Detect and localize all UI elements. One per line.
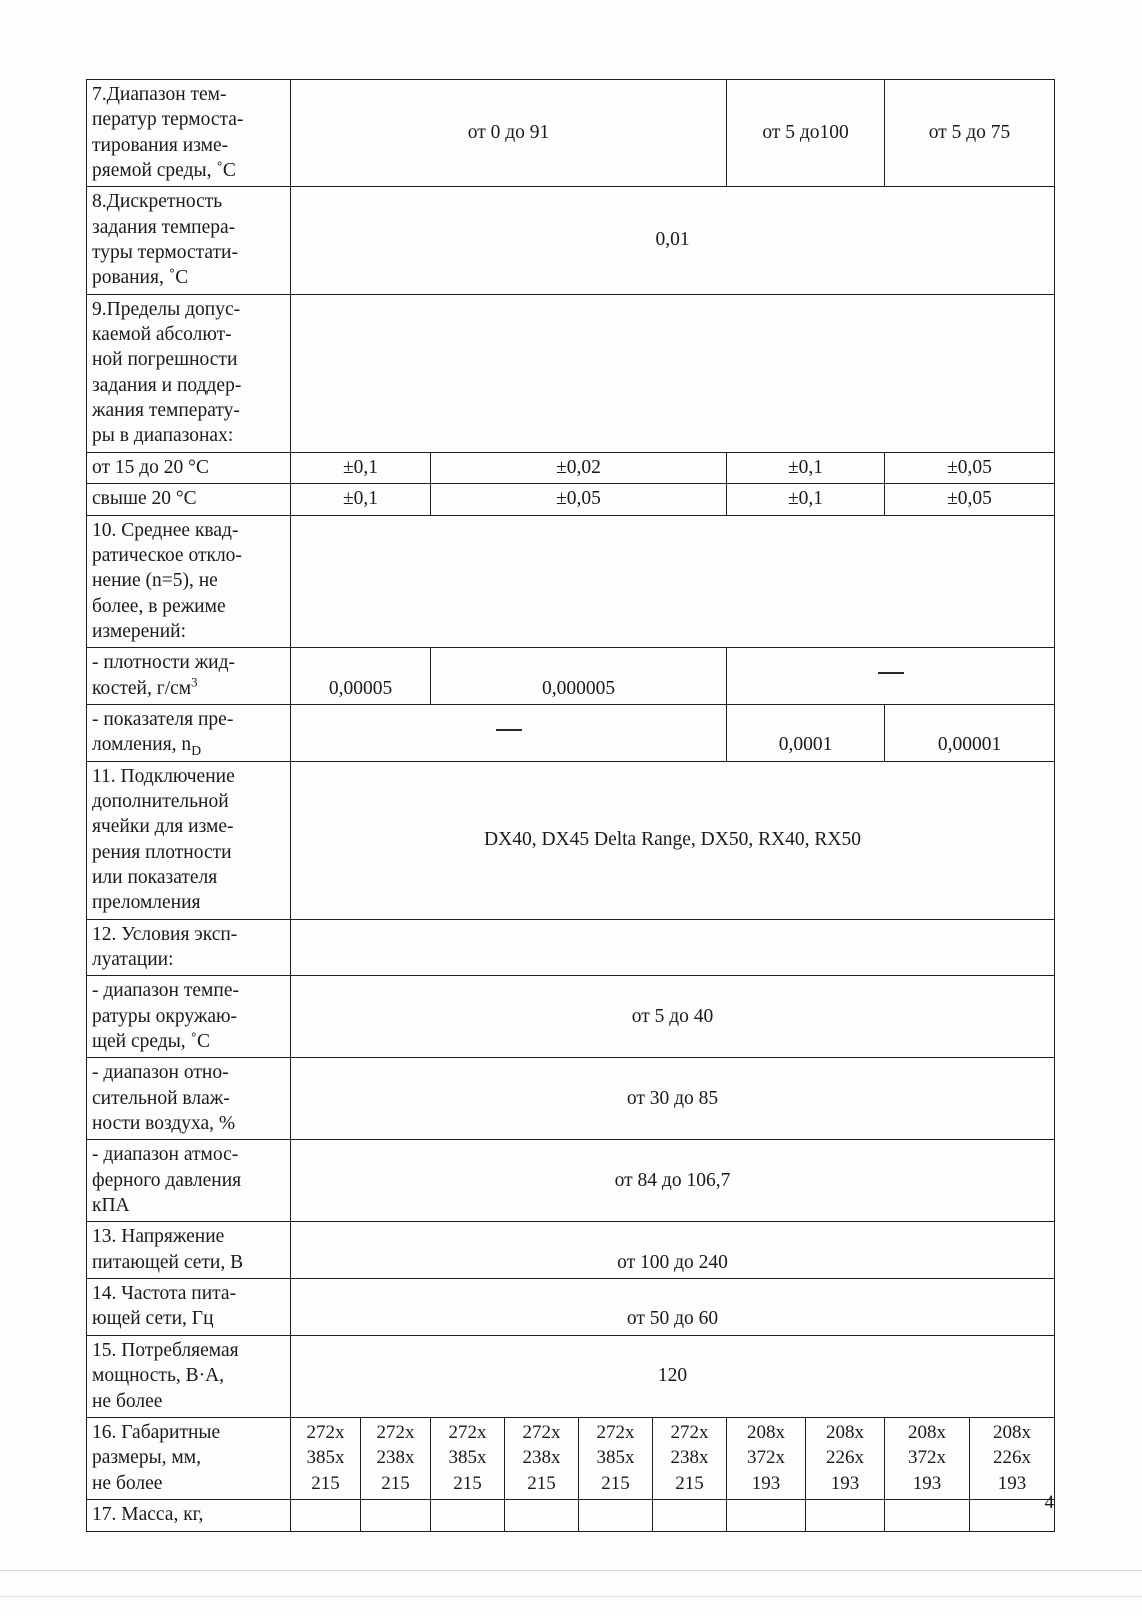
label-line: рования, ˚С (92, 267, 189, 289)
dim-line: 226x (993, 1447, 1032, 1469)
dim-line: 193 (912, 1472, 942, 1494)
label-line: луатации: (92, 949, 174, 970)
dim-line: 226x (826, 1447, 865, 1469)
dim-line: 208x (747, 1421, 786, 1443)
label-line: ператур термоста- (92, 109, 244, 131)
label-line: ферного давления (92, 1169, 242, 1191)
row-label-10 (87, 515, 291, 648)
label-line: тирования изме- (92, 134, 229, 156)
row-label-10a (87, 648, 291, 705)
dim-line: 385x (448, 1447, 487, 1469)
label-line: не более (92, 1390, 163, 1412)
row-label-16 (87, 1417, 291, 1499)
dim-line: 372x (747, 1447, 786, 1469)
cell-empty (885, 1500, 970, 1531)
dim-line: 193 (830, 1472, 860, 1494)
row-label-17: 17. Масса, кг, (87, 1500, 291, 1531)
table-row (87, 187, 1055, 294)
dim-line: 272x (596, 1421, 635, 1443)
label-line: 7.Диапазон тем- (92, 84, 227, 105)
table-row (87, 1417, 1055, 1499)
row-label-9 (87, 294, 291, 452)
row-label-7 (87, 80, 291, 187)
label-line: - плотности жид- (92, 652, 236, 674)
cell-value: от 0 до 91 (291, 80, 727, 187)
dimension-cell (505, 1417, 579, 1499)
label-line: щей среды, ˚С (92, 1031, 211, 1053)
row-label-9b: свыше 20 °С (87, 484, 291, 515)
table-row (87, 648, 1055, 705)
row-label-12 (87, 919, 291, 976)
row-label-11 (87, 761, 291, 919)
label-line: - диапазон атмос- (92, 1144, 239, 1166)
dim-line: 385x (306, 1447, 345, 1469)
cell-value: 0,00005 (291, 648, 431, 705)
dimension-cell (361, 1417, 431, 1499)
row-label-13 (87, 1222, 291, 1279)
label-line: 10. Среднее квад- (92, 519, 239, 541)
table-row (87, 1279, 1055, 1336)
table-row (87, 704, 1055, 761)
cell-empty (431, 1500, 505, 1531)
label-line: 15. Потребляемая (92, 1339, 239, 1361)
dim-line: 385x (596, 1447, 635, 1469)
label-line: 13. Напряжение (92, 1226, 225, 1248)
dimension-cell (291, 1417, 361, 1499)
label-line: ности воздуха, % (92, 1113, 236, 1135)
dim-line: 215 (381, 1472, 410, 1494)
em-dash-icon (496, 729, 522, 731)
label-line: сительной влаж- (92, 1087, 230, 1109)
dimension-cell (579, 1417, 653, 1499)
table-row (87, 761, 1055, 919)
label-line: жания температу- (92, 400, 240, 422)
cell-value: ±0,05 (885, 452, 1055, 483)
dim-line: 272x (306, 1421, 345, 1443)
label-line: задания темпера- (92, 216, 236, 238)
label-line: ряемой среды, ˚С (92, 160, 236, 182)
dim-line: 193 (751, 1472, 781, 1494)
cell-value: 120 (291, 1335, 1055, 1417)
dimension-cell (727, 1417, 806, 1499)
row-label-15 (87, 1335, 291, 1417)
cell-value: 0,01 (291, 187, 1055, 294)
label-line: или показателя (92, 866, 218, 888)
cell-value: ±0,1 (291, 484, 431, 515)
cell-empty (291, 919, 1055, 976)
dim-line: 238x (376, 1447, 415, 1469)
row-label-12c (87, 1140, 291, 1222)
row-label-10b (87, 704, 291, 761)
cell-value: ±0,05 (431, 484, 727, 515)
cell-value: от 100 до 240 (291, 1222, 1055, 1279)
label-line: ломления, $n_D$ (92, 734, 202, 759)
cell-empty (291, 294, 1055, 452)
cell-empty (727, 1500, 806, 1531)
label-line: ющей сети, Гц (92, 1308, 214, 1330)
dim-line: 208x (993, 1421, 1032, 1443)
dim-line: 215 (675, 1472, 704, 1494)
label-line: 12. Условия эксп- (92, 923, 238, 945)
label-line: мощность, В·А, (92, 1365, 225, 1387)
table-row (87, 1058, 1055, 1140)
dimension-cell (431, 1417, 505, 1499)
row-label-14 (87, 1279, 291, 1336)
cell-value: 0,00001 (885, 704, 1055, 761)
cell-empty (291, 1500, 361, 1531)
em-dash-icon (878, 672, 904, 674)
scan-artifact-line-2 (0, 1596, 1142, 1597)
dim-line: 215 (311, 1472, 340, 1494)
table-row (87, 294, 1055, 452)
label-line: - диапазон темпе- (92, 980, 239, 1002)
dim-line: 193 (997, 1472, 1027, 1494)
label-line: костей, $г/см^3$ (92, 675, 198, 699)
dim-line: 272x (522, 1421, 561, 1443)
dim-line: 215 (601, 1472, 630, 1494)
table-row (87, 1140, 1055, 1222)
label-line: 8.Дискретность (92, 191, 223, 213)
table-row (87, 976, 1055, 1058)
cell-value-dash (727, 648, 1055, 705)
dim-line: 272x (376, 1421, 415, 1443)
dim-line: 208x (908, 1421, 947, 1443)
row-label-12a (87, 976, 291, 1058)
label-line: не более (92, 1472, 163, 1494)
label-line: туры термостати- (92, 242, 238, 264)
cell-value: от 30 до 85 (291, 1058, 1055, 1140)
label-line: 14. Частота пита- (92, 1283, 237, 1305)
table-row (87, 484, 1055, 515)
label-line: нение (n=5), не (92, 570, 218, 592)
label-line: питающей сети, В (92, 1251, 244, 1273)
cell-value: ±0,1 (727, 452, 885, 483)
label-line: более, в режиме (92, 595, 226, 617)
dim-line: 215 (527, 1472, 556, 1494)
label-line: ячейки для изме- (92, 816, 234, 838)
cell-value: от 5 до 40 (291, 976, 1055, 1058)
dimension-cell (885, 1417, 970, 1499)
dim-line: 208x (826, 1421, 865, 1443)
table-row (87, 515, 1055, 648)
label-line: рения плотности (92, 841, 232, 863)
cell-value: ±0,05 (885, 484, 1055, 515)
cell-empty (361, 1500, 431, 1531)
dim-line: 372x (908, 1447, 947, 1469)
dim-line: 272x (670, 1421, 709, 1443)
cell-value: от 84 до 106,7 (291, 1140, 1055, 1222)
scan-artifact-line (0, 1570, 1142, 1571)
dim-line: 272x (448, 1421, 487, 1443)
row-label-8 (87, 187, 291, 294)
label-line: 11. Подключение (92, 765, 235, 787)
label-line: ратическое откло- (92, 544, 242, 566)
dimension-cell (970, 1417, 1055, 1499)
dim-line: 215 (453, 1472, 482, 1494)
label-line: задания и поддер- (92, 374, 242, 396)
cell-value: от 50 до 60 (291, 1279, 1055, 1336)
cell-value: ±0,1 (727, 484, 885, 515)
cell-value: от 5 до100 (727, 80, 885, 187)
table-row (87, 80, 1055, 187)
label-line: преломления (92, 892, 201, 914)
dim-line: 238x (522, 1447, 561, 1469)
table-row (87, 452, 1055, 483)
label-line: размеры, мм, (92, 1447, 201, 1469)
specifications-table (86, 79, 1055, 1532)
table-row (87, 919, 1055, 976)
cell-empty (653, 1500, 727, 1531)
dim-line: 238x (670, 1447, 709, 1469)
cell-empty (806, 1500, 885, 1531)
cell-empty (291, 515, 1055, 648)
cell-value-dash (291, 704, 727, 761)
dimension-cell (653, 1417, 727, 1499)
row-label-12b (87, 1058, 291, 1140)
label-line: ры в диапазонах: (92, 425, 234, 447)
label-line: - показателя пре- (92, 708, 234, 730)
cell-empty (970, 1500, 1055, 1531)
cell-value: ±0,1 (291, 452, 431, 483)
label-line: измерений: (92, 620, 186, 642)
cell-value: от 5 до 75 (885, 80, 1055, 187)
cell-value: 0,0001 (727, 704, 885, 761)
label-line: дополнительной (92, 790, 229, 812)
label-line: 16. Габаритные (92, 1421, 221, 1443)
cell-value: ±0,02 (431, 452, 727, 483)
label-line: кПА (92, 1195, 130, 1217)
label-line: ратуры окружаю- (92, 1005, 238, 1027)
row-label-9a: от 15 до 20 °С (87, 452, 291, 483)
page-number: 4 (1044, 1492, 1054, 1513)
label-line: каемой абсолют- (92, 324, 232, 346)
table-row (87, 1222, 1055, 1279)
table-row (87, 1335, 1055, 1417)
cell-empty (579, 1500, 653, 1531)
cell-value: 0,000005 (431, 648, 727, 705)
label-line: ной погрешности (92, 349, 238, 371)
label-line: - диапазон отно- (92, 1062, 229, 1084)
cell-value: DX40, DX45 Delta Range, DX50, RX40, RX50 (291, 761, 1055, 919)
label-line: 9.Пределы допус- (92, 298, 241, 320)
cell-empty (505, 1500, 579, 1531)
table-row (87, 1500, 1055, 1531)
dimension-cell (806, 1417, 885, 1499)
